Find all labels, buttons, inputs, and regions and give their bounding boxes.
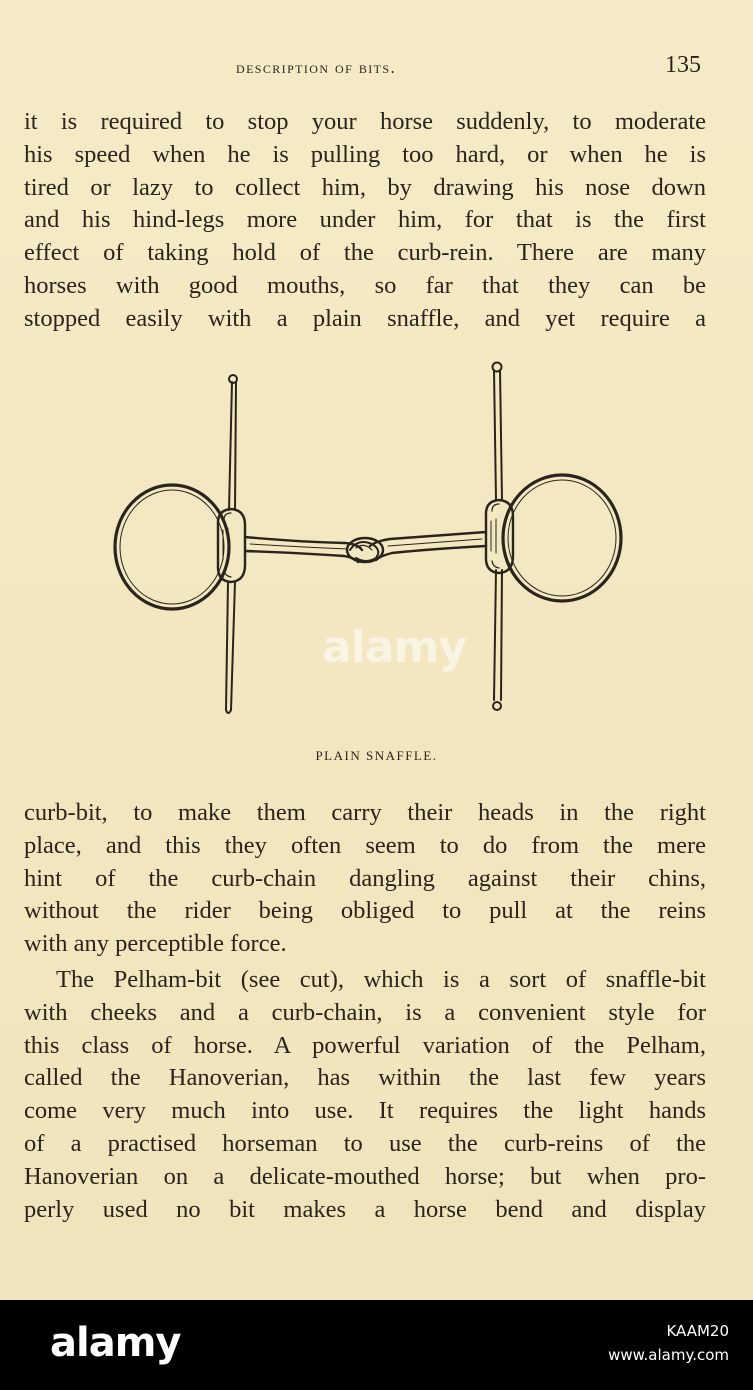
text-line: Hanoverian on a delicate-mouthed horse; but when pro- [24,1162,706,1190]
text-line: tired or lazy to collect him, by drawing his nose down [24,173,706,201]
mouthpiece-left [245,537,362,562]
text-line: of a practised horseman to use the curb-reins of the [24,1129,706,1157]
alamy-logo: alamy [50,1320,181,1366]
text-line: perly used no bit makes a horse bend and display [24,1195,706,1223]
paragraph-2 [24,797,706,961]
left-ring [115,485,229,609]
right-ring [503,475,621,601]
alamy-watermark: alamy [322,622,466,673]
text-line: with cheeks and a curb-chain, is a convenient style for [24,998,706,1026]
text-line: his speed when he is pulling too hard, or when he is [24,140,706,168]
text-line: place, and this they often seem to do from the mere [24,831,706,859]
text-line: and his hind-legs more under him, for that is the first [24,206,706,234]
image-info [608,1322,729,1364]
plain-snaffle-illustration [100,360,640,730]
text-line: effect of taking hold of the curb-rein. There are many [24,239,706,267]
figure-caption: PLAIN SNAFFLE. [315,748,438,763]
running-head [0,52,753,82]
paragraph-1 [24,106,706,336]
text-line: The Pelham-bit (see cut), which is a sort of snaffle-bit [56,966,706,993]
text-line: this class of horse. A powerful variation of the Pelham, [24,1031,706,1059]
site-url: www.alamy.com [608,1346,729,1364]
text-line: with any perceptible force. [24,930,287,958]
running-title: description of bits. [236,58,397,77]
left-cheek-bar [229,382,236,510]
paragraph-3 [24,964,706,1226]
text-line: without the rider being obliged to pull at the reins [24,897,706,925]
text-line: it is required to stop your horse suddenly, to moderate [24,108,706,135]
mouthpiece-right [370,532,486,560]
text-line: curb-bit, to make them carry their heads in the right [24,799,706,826]
image-id: KAAM20 [666,1322,729,1340]
page-number: 135 [665,52,701,78]
text-line: horses with good mouths, so far that they can be [24,271,706,299]
text-line: hint of the curb-chain dangling against their chins, [24,864,706,892]
text-line: called the Hanoverian, has within the last few years [24,1064,706,1092]
right-cheek-bar [494,370,502,500]
text-line: stopped easily with a plain snaffle, and yet require a [24,304,706,332]
stock-footer-bar [0,1300,753,1390]
text-line: come very much into use. It requires the light hands [24,1097,706,1125]
